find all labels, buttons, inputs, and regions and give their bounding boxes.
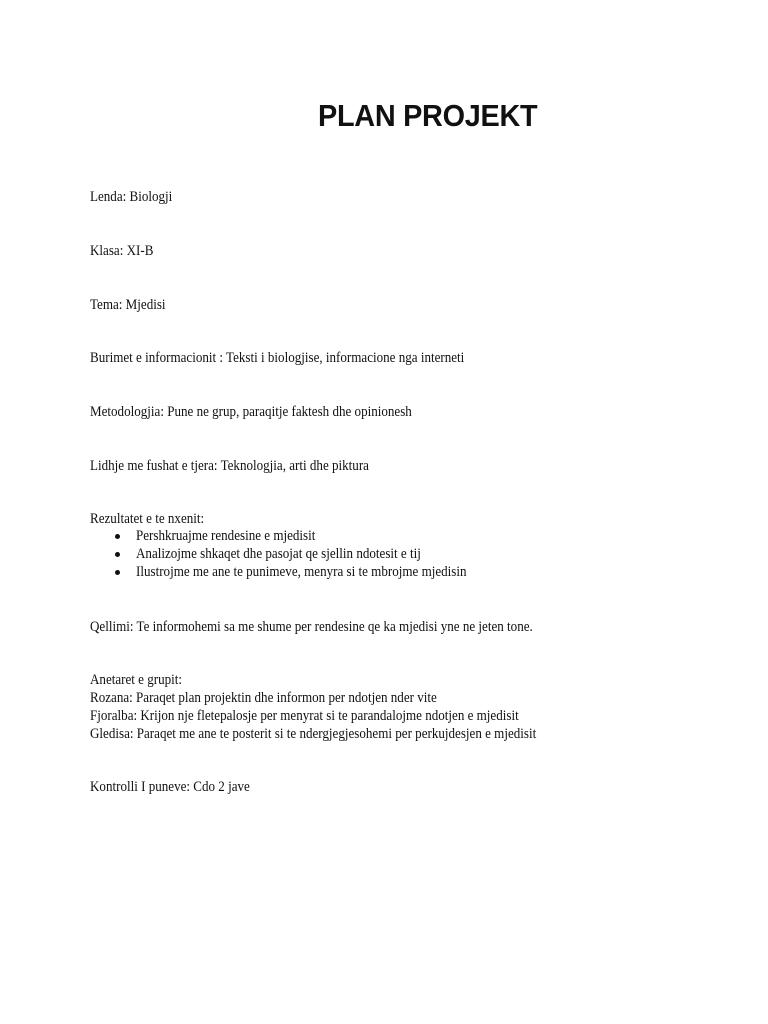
field-tema: Tema: Mjedisi xyxy=(90,297,166,313)
list-item-text: Ilustrojme me ane te punimeve, menyra si te mbrojme mjedisin xyxy=(136,564,467,580)
field-qellimi: Qellimi: Te informohemi sa me shume per rendesine qe ka mjedisi yne ne jeten tone. xyxy=(90,619,533,635)
bullet-icon xyxy=(115,534,120,539)
field-burimet: Burimet e informacionit : Teksti i biologjise, informacione nga interneti xyxy=(90,350,465,366)
document-title: PLAN PROJEKT xyxy=(318,98,538,133)
list-item-text: Analizojme shkaqet dhe pasojat qe sjellin ndotesit e tij xyxy=(136,546,421,562)
rezultatet-heading: Rezultatet e te nxenit: xyxy=(90,511,205,527)
bullet-icon xyxy=(115,552,120,557)
member-fjoralba: Fjoralba: Krijon nje fletepalosje per menyrat si te parandalojme ndotjen e mjedisit xyxy=(90,708,519,724)
field-lidhje: Lidhje me fushat e tjera: Teknologjia, arti dhe piktura xyxy=(90,458,369,474)
anetaret-heading: Anetaret e grupit: xyxy=(90,672,183,688)
bullet-icon xyxy=(115,570,120,575)
field-metodologjia: Metodologjia: Pune ne grup, paraqitje faktesh dhe opinionesh xyxy=(90,404,412,420)
list-item-text: Pershkruajme rendesine e mjedisit xyxy=(136,528,316,544)
field-klasa: Klasa: XI-B xyxy=(90,243,154,259)
field-lenda: Lenda: Biologji xyxy=(90,189,173,205)
field-kontrolli: Kontrolli I puneve: Cdo 2 jave xyxy=(90,779,250,795)
member-gledisa: Gledisa: Paraqet me ane te posterit si te ndergjegjesohemi per perkujdesjen e mjedisit xyxy=(90,726,537,742)
member-rozana: Rozana: Paraqet plan projektin dhe informon per ndotjen nder vite xyxy=(90,690,437,706)
